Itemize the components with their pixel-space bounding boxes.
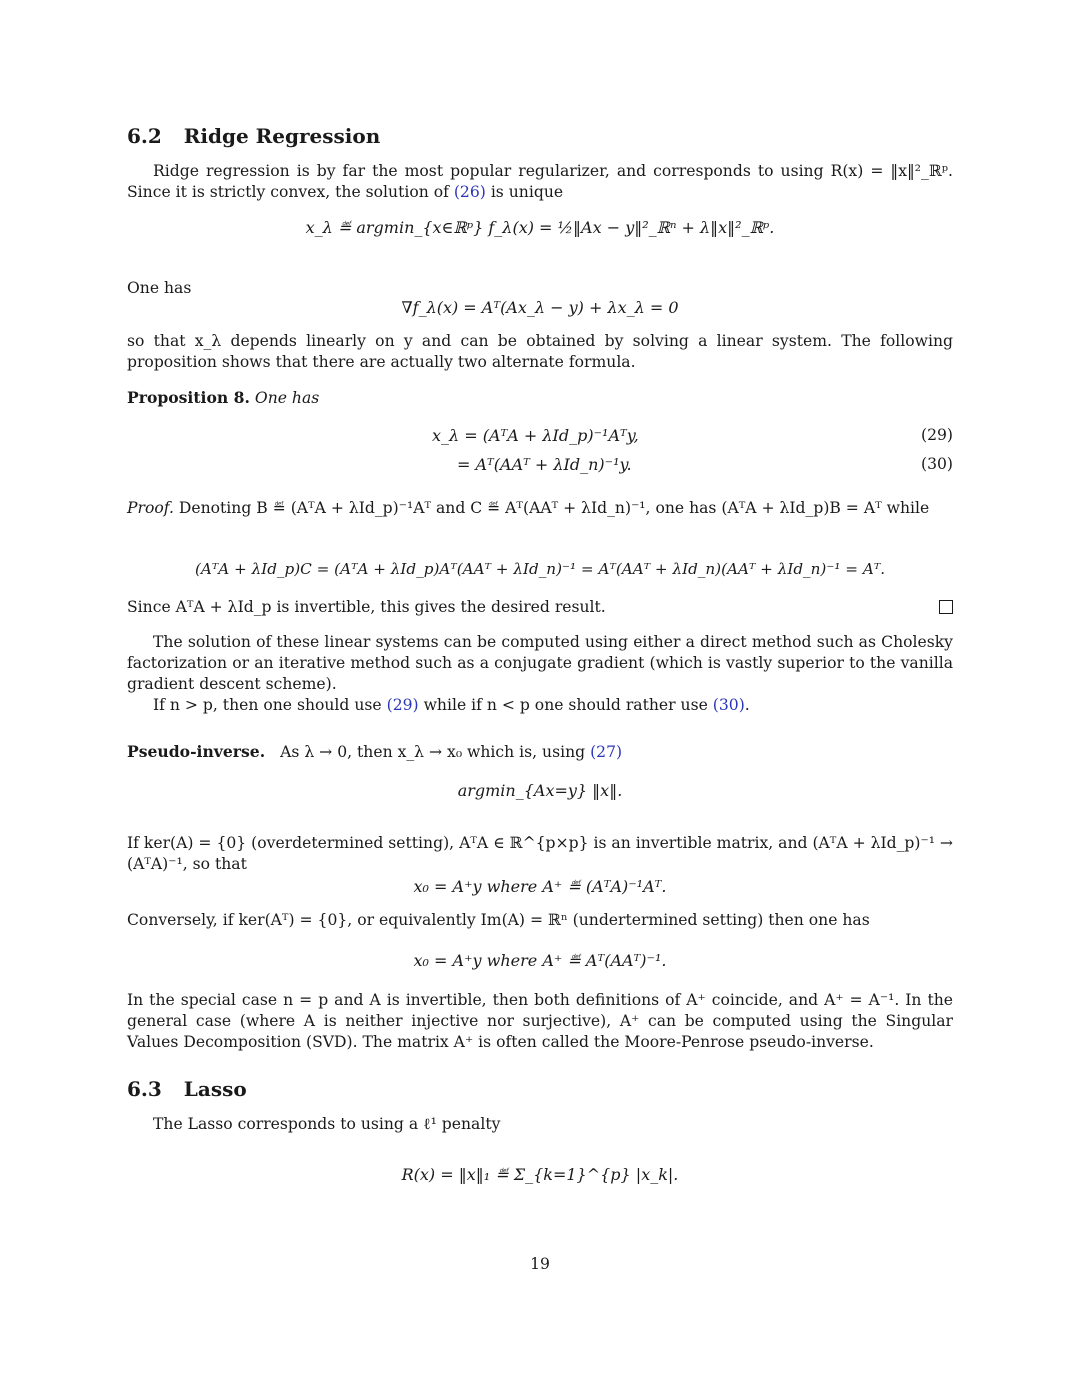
- equation-ref-link[interactable]: (26): [453, 183, 486, 201]
- pseudo-inverse-text: As λ → 0, then x_λ → x₀ which is, using (27): [280, 743, 623, 761]
- since-text: Since AᵀA + λId_p is invertible, this gives the desired result.: [127, 598, 606, 616]
- ridge-intro-paragraph: Ridge regression is by far the most popular regularizer, and corresponds to using R(x) = ‖x‖²_ℝᵖ. Since it is strictly convex, the solution of (26) is unique: [127, 162, 953, 201]
- equation-ridge-argmin-text: x_λ ≝ argmin_{x∈ℝᵖ} f_λ(x) = ½‖Ax − y‖²_ℝⁿ + λ‖x‖²_ℝᵖ.: [305, 218, 775, 237]
- equation-ridge-argmin: [127, 218, 953, 237]
- equation-gradient: ∇f_λ(x) = Aᵀ(Ax_λ − y) + λx_λ = 0: [401, 298, 679, 317]
- proof-paragraph: [127, 498, 953, 519]
- section-title: Lasso: [183, 1077, 247, 1101]
- equation-proof: (AᵀA + λId_p)C = (AᵀA + λId_p)Aᵀ(AAᵀ + λId_n)⁻¹ = Aᵀ(AAᵀ + λId_n)(AAᵀ + λId_n)⁻¹ = Aᵀ.: [194, 560, 886, 578]
- proposition-label: Proposition 8.: [127, 388, 250, 407]
- special-case-paragraph: In the special case n = p and A is invertible, then both definitions of A⁺ coincide, and A⁺ = A⁻¹. In the general case (where A is neither injective nor surjective), A⁺ can be computed using the Singular Values Decomposition (SVD). The matrix A⁺ is often called the Moore-Penrose pseudo-inverse.: [127, 991, 953, 1051]
- equation-30: = Aᵀ(AAᵀ + λId_n)⁻¹y.: [457, 455, 632, 474]
- section-number: 6.2: [127, 124, 162, 148]
- equation-number-29: (29): [920, 426, 953, 444]
- paper-page: [127, 0, 953, 1397]
- proof-text: Denoting B ≝ (AᵀA + λId_p)⁻¹Aᵀ and C ≝ Aᵀ(AAᵀ + λId_n)⁻¹, one has (AᵀA + λId_p)B = Aᵀ while: [178, 499, 930, 517]
- equation-ref-link[interactable]: (27): [590, 743, 623, 761]
- proposition-text: One has: [254, 389, 320, 407]
- equation-pseudo-inverse-2: x₀ = A⁺y where A⁺ ≝ Aᵀ(AAᵀ)⁻¹.: [413, 951, 667, 970]
- equation-ref-link[interactable]: (30): [712, 696, 745, 714]
- since-paragraph: [127, 597, 953, 618]
- proof-label: Proof.: [127, 499, 174, 517]
- section-number: 6.3: [127, 1077, 162, 1101]
- pseudo-inverse-paragraph: [127, 741, 953, 763]
- conversely-paragraph: Conversely, if ker(Aᵀ) = {0}, or equivalently Im(A) = ℝⁿ (undertermined setting) then one has: [127, 911, 870, 929]
- choose-formula-paragraph: If n > p, then one should use (29) while if n < p one should rather use (30).: [153, 696, 750, 714]
- one-has-text: One has: [127, 279, 192, 297]
- proposition-8: [127, 387, 319, 409]
- overdetermined-paragraph: If ker(A) = {0} (overdetermined setting), AᵀA ∈ ℝ^{p×p} is an invertible matrix, and (AᵀA + λId_p)⁻¹ → (AᵀA)⁻¹, so that: [127, 834, 953, 873]
- equation-ref-link[interactable]: (29): [386, 696, 419, 714]
- pseudo-inverse-label: Pseudo-inverse.: [127, 742, 266, 761]
- lasso-intro-paragraph: The Lasso corresponds to using a ℓ¹ penalty: [153, 1115, 501, 1133]
- page-number: 19: [530, 1255, 550, 1273]
- equation-29: x_λ = (AᵀA + λId_p)⁻¹Aᵀy,: [432, 426, 639, 445]
- equation-l1-norm: R(x) = ‖x‖₁ ≝ Σ_{k=1}^{p} |x_k|.: [401, 1165, 679, 1184]
- qed-box-icon: [939, 600, 953, 614]
- solution-paragraph: The solution of these linear systems can be computed using either a direct method such as Cholesky factorization or an iterative method such as a conjugate gradient (which is vastly superior to the vanilla gradient descent scheme).: [127, 633, 953, 693]
- equation-pseudo-inverse-1: x₀ = A⁺y where A⁺ ≝ (AᵀA)⁻¹Aᵀ.: [413, 877, 667, 896]
- equation-number-30: (30): [920, 455, 953, 473]
- equation-argmin-constrained: argmin_{Ax=y} ‖x‖.: [457, 781, 623, 800]
- section-heading-6-3: [127, 1077, 247, 1101]
- section-heading-6-2: [127, 124, 380, 148]
- section-title: Ridge Regression: [183, 124, 381, 148]
- linear-system-paragraph: so that x_λ depends linearly on y and can be obtained by solving a linear system. The following proposition shows that there are actually two alternate formula.: [127, 332, 953, 371]
